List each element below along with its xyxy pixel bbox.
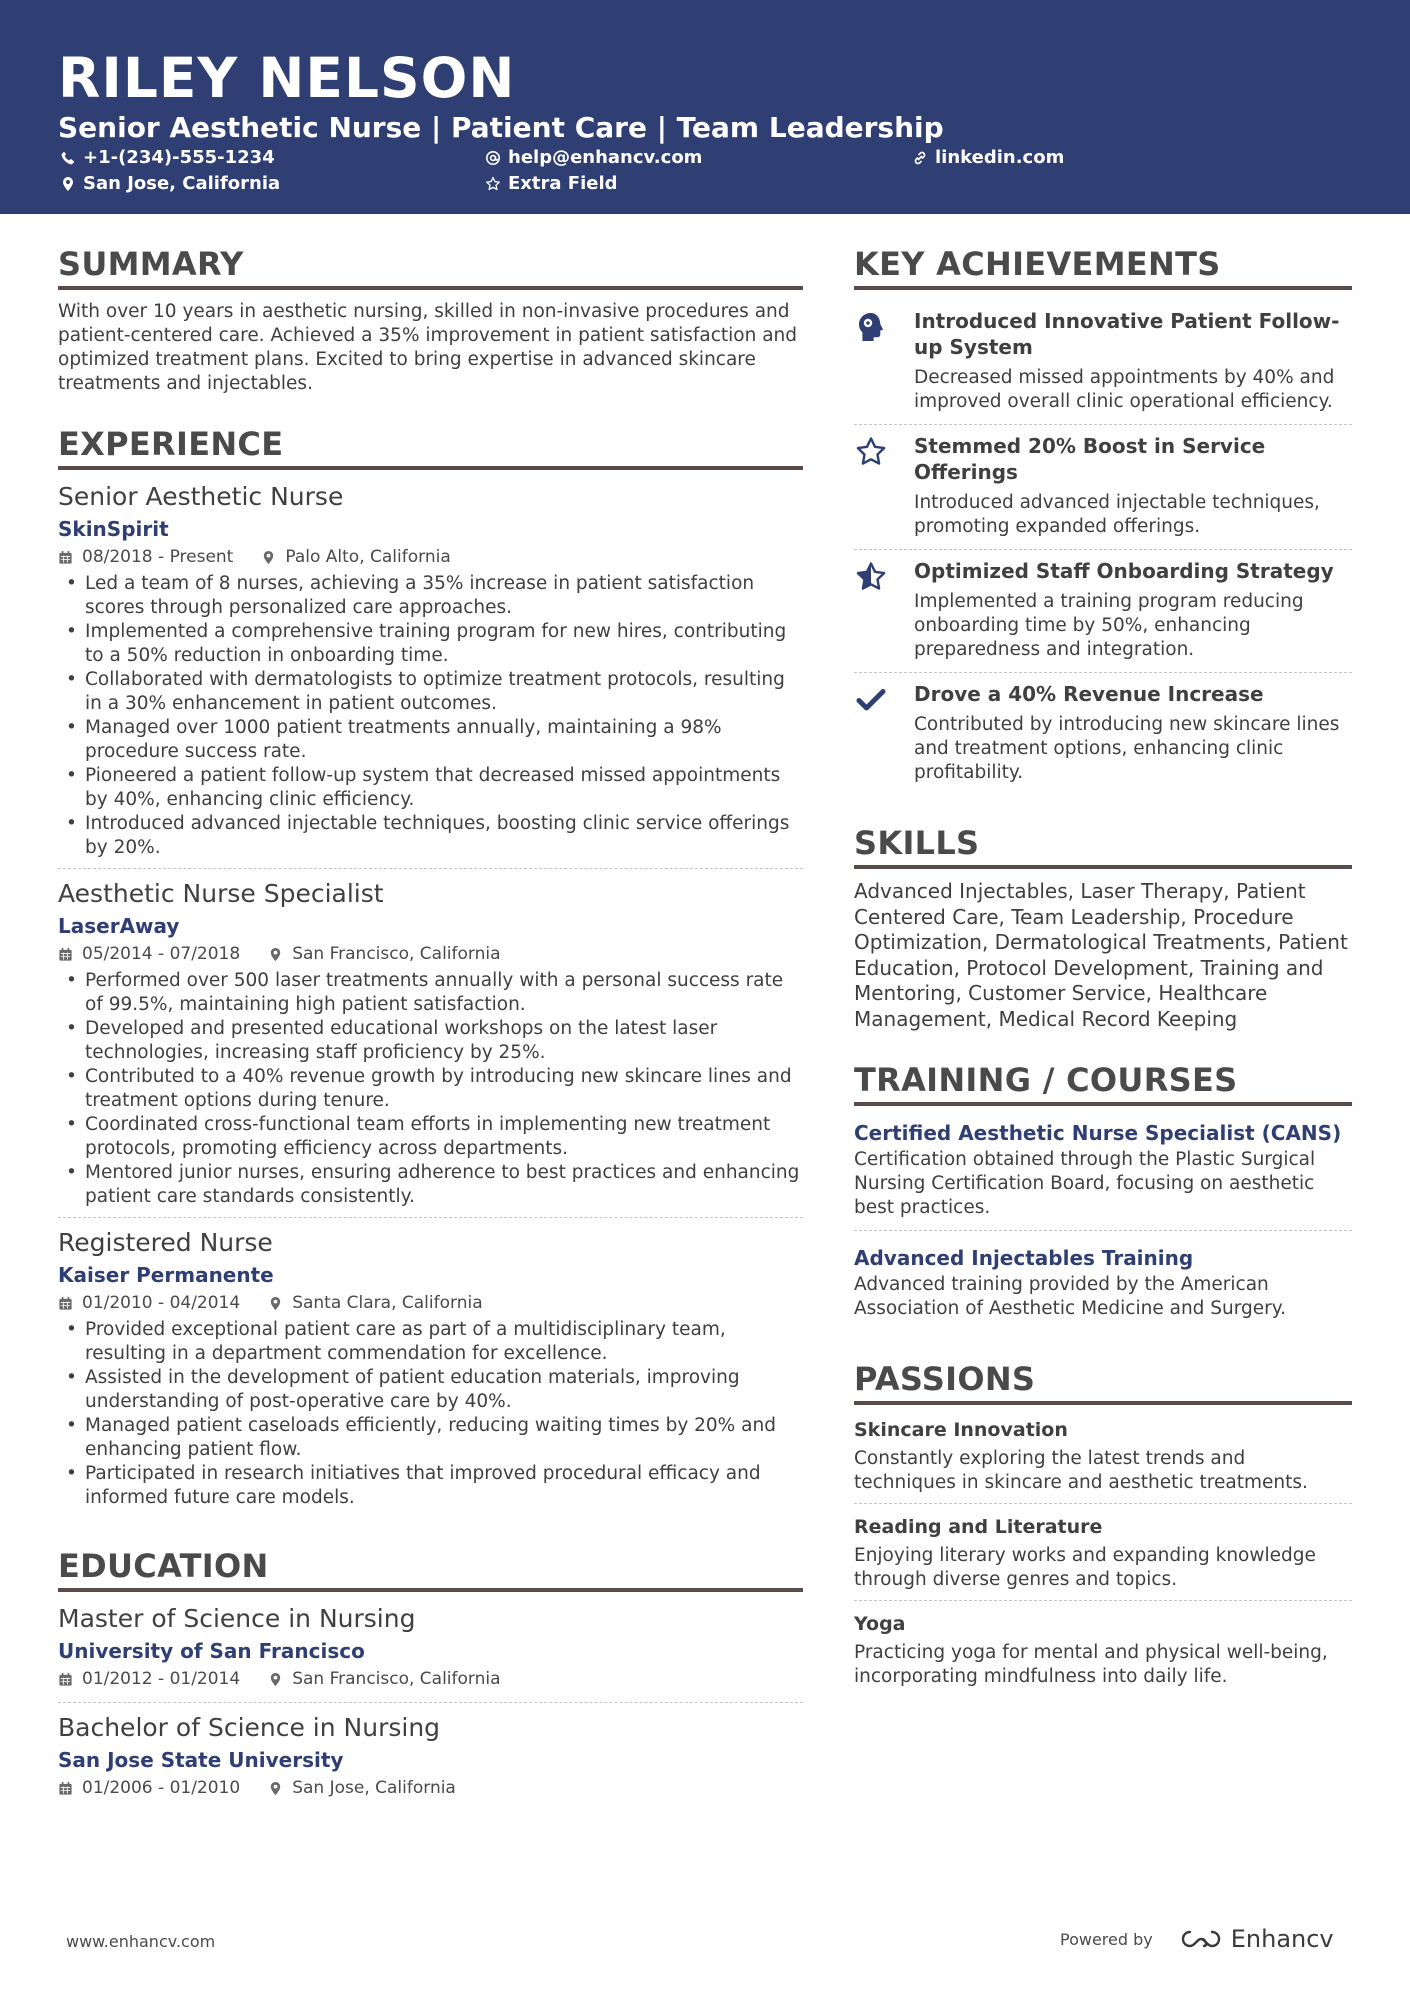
passion-title: Yoga	[854, 1613, 906, 1635]
list-item: • Performed over 500 laser treatments annually with a personal success rate of 99.5%, maintaining high patient satisfaction.	[58, 969, 803, 1017]
contact-extra	[485, 172, 618, 196]
skills-text: Advanced Injectables, Laser Therapy, Patient Centered Care, Team Leadership, Procedure Optimization, Dermatological Treatments, Patient Education, Protocol Development, Training and Mentoring, Customer Service, Healthcare Management, Medical Record Keeping	[854, 879, 1348, 1031]
job-bullets	[58, 1318, 803, 1510]
training-section	[854, 1060, 1352, 1331]
star-outline-icon	[854, 435, 888, 469]
achievement-title: Drove a 40% Revenue Increase	[914, 682, 1264, 706]
list-item: • Managed patient caseloads efficiently, reducing waiting times by 20% and enhancing patient flow.	[58, 1414, 803, 1462]
achievement-title: Optimized Staff Onboarding Strategy	[914, 559, 1334, 583]
achievement-title: Stemmed 20% Boost in Service Offerings	[914, 434, 1266, 484]
job-dates: 01/2010 - 04/2014	[82, 1293, 241, 1313]
location-pin-icon	[268, 947, 283, 962]
at-icon	[485, 150, 501, 166]
summary-section	[58, 244, 803, 396]
achievement-item	[854, 673, 1352, 795]
education-entry	[58, 1602, 803, 1703]
list-item: • Coordinated cross-functional team efforts in implementing new treatment protocols, promoting efficiency across departments.	[58, 1113, 803, 1161]
list-item: • Participated in research initiatives that improved procedural efficacy and informed future care models.	[58, 1462, 803, 1510]
calendar-icon	[58, 1781, 73, 1796]
job-role: Senior Aesthetic Nurse	[58, 482, 344, 511]
candidate-title: Senior Aesthetic Nurse | Patient Care | Team Leadership	[58, 111, 944, 144]
location-pin-icon	[261, 550, 276, 565]
job-bullets	[58, 969, 803, 1209]
school: San Jose State University	[58, 1748, 344, 1772]
list-item: • Led a team of 8 nurses, achieving a 35% increase in patient satisfaction scores through personalized care approaches.	[58, 572, 803, 620]
calendar-icon	[58, 1296, 73, 1311]
job-company: LaserAway	[58, 914, 180, 938]
passion-item	[854, 1415, 1352, 1504]
job-company: Kaiser Permanente	[58, 1263, 274, 1287]
phone-icon	[60, 150, 76, 166]
job-dates: 05/2014 - 07/2018	[82, 944, 241, 964]
achievement-text: Introduced advanced injectable techniques, promoting expanded offerings.	[914, 492, 1320, 537]
passion-text: Constantly exploring the latest trends and techniques in skincare and aesthetic treatments.	[854, 1448, 1308, 1493]
list-item: • Pioneered a patient follow-up system that decreased missed appointments by 40%, enhancing clinic efficiency.	[58, 764, 803, 812]
summary-text: With over 10 years in aesthetic nursing, skilled in non-invasive procedures and patient-centered care. Achieved a 35% improvement in patient satisfaction and optimized treatment plans. Excited to bring expertise in advanced skincare treatments and injectables.	[58, 301, 798, 394]
candidate-name: RILEY NELSON	[58, 46, 516, 110]
passion-title: Skincare Innovation	[854, 1419, 1068, 1441]
education-location: San Jose, California	[292, 1778, 456, 1798]
degree: Bachelor of Science in Nursing	[58, 1713, 441, 1742]
experience-heading: EXPERIENCE	[58, 424, 803, 470]
powered-by-label: Powered by	[1060, 1929, 1153, 1949]
enhancv-logo-icon	[1177, 1926, 1225, 1952]
right-column	[854, 244, 1352, 1725]
star-icon	[485, 176, 501, 192]
list-item: • Managed over 1000 patient treatments annually, maintaining a 98% procedure success rate.	[58, 716, 803, 764]
course-item	[854, 1116, 1352, 1231]
footer-website[interactable]: www.enhancv.com	[66, 1932, 216, 1951]
calendar-icon	[58, 947, 73, 962]
location-pin-icon	[268, 1296, 283, 1311]
contact-location	[60, 172, 280, 196]
resume-header	[0, 0, 1410, 214]
email-text: help@enhancv.com	[508, 147, 703, 168]
check-icon	[854, 683, 888, 717]
skills-heading: SKILLS	[854, 823, 1352, 869]
location-pin-icon	[60, 176, 76, 192]
list-item: • Contributed to a 40% revenue growth by introducing new skincare lines and treatment options during tenure.	[58, 1065, 803, 1113]
job-location: Santa Clara, California	[292, 1293, 483, 1313]
calendar-icon	[58, 1672, 73, 1687]
job-bullets	[58, 572, 803, 860]
skills-section	[854, 823, 1352, 1032]
training-heading: TRAINING / COURSES	[854, 1060, 1352, 1106]
job-location: San Francisco, California	[292, 944, 501, 964]
location-pin-icon	[268, 1781, 283, 1796]
education-meta	[58, 1775, 803, 1801]
achievement-text: Implemented a training program reducing onboarding time by 50%, enhancing preparedness and integration.	[914, 591, 1304, 660]
job-dates: 08/2018 - Present	[82, 547, 234, 567]
job-entry	[58, 480, 803, 869]
achievement-text: Contributed by introducing new skincare lines and treatment options, enhancing clinic profitability.	[914, 714, 1340, 783]
brand-logo[interactable]	[1177, 1925, 1334, 1953]
passion-item	[854, 1609, 1352, 1697]
passion-item	[854, 1512, 1352, 1601]
course-text: Advanced training provided by the American Association of Aesthetic Medicine and Surgery.	[854, 1274, 1286, 1319]
education-dates: 01/2006 - 01/2010	[82, 1778, 241, 1798]
job-entry	[58, 877, 803, 1218]
contact-phone[interactable]	[60, 146, 275, 170]
contact-email[interactable]	[485, 146, 702, 170]
list-item: • Mentored junior nurses, ensuring adherence to best practices and enhancing patient care standards consistently.	[58, 1161, 803, 1209]
achievement-item	[854, 425, 1352, 550]
location-text: San Jose, California	[83, 173, 281, 194]
education-meta	[58, 1666, 803, 1692]
star-half-icon	[854, 560, 888, 594]
phone-text: +1-(234)-555-1234	[83, 147, 275, 168]
list-item: • Developed and presented educational workshops on the latest laser technologies, increasing staff proficiency by 25%.	[58, 1017, 803, 1065]
course-title: Certified Aesthetic Nurse Specialist (CANS)	[854, 1121, 1342, 1145]
passion-text: Enjoying literary works and expanding knowledge through diverse genres and topics.	[854, 1545, 1316, 1590]
list-item: • Assisted in the development of patient education materials, improving understanding of post-operative care by 40%.	[58, 1366, 803, 1414]
education-section	[58, 1546, 803, 1811]
job-company: SkinSpirit	[58, 517, 169, 541]
footer-branding	[1060, 1925, 1334, 1953]
education-heading: EDUCATION	[58, 1546, 803, 1592]
location-pin-icon	[268, 1672, 283, 1687]
list-item: • Implemented a comprehensive training program for new hires, contributing to a 50% reduction in onboarding time.	[58, 620, 803, 668]
linkedin-text: linkedin.com	[935, 147, 1065, 168]
achievement-text: Decreased missed appointments by 40% and improved overall clinic operational efficiency.	[914, 367, 1335, 412]
achievement-item	[854, 550, 1352, 673]
list-item: • Introduced advanced injectable techniques, boosting clinic service offerings by 20%.	[58, 812, 803, 860]
job-role: Registered Nurse	[58, 1228, 273, 1257]
course-text: Certification obtained through the Plastic Surgical Nursing Certification Board, focusing on aesthetic best practices.	[854, 1149, 1316, 1218]
passion-title: Reading and Literature	[854, 1516, 1103, 1538]
passions-heading: PASSIONS	[854, 1359, 1352, 1405]
education-dates: 01/2012 - 01/2014	[82, 1669, 241, 1689]
brand-name: Enhancv	[1230, 1925, 1334, 1953]
list-item: • Provided exceptional patient care as part of a multidisciplinary team, resulting in a department commendation for excellence.	[58, 1318, 803, 1366]
link-icon	[912, 150, 928, 166]
calendar-icon	[58, 550, 73, 565]
job-meta	[58, 941, 803, 967]
course-title: Advanced Injectables Training	[854, 1246, 1194, 1270]
summary-heading: SUMMARY	[58, 244, 803, 290]
job-meta	[58, 544, 803, 570]
achievements-section	[854, 244, 1352, 795]
head-icon	[854, 310, 888, 344]
contact-linkedin[interactable]	[912, 146, 1064, 170]
job-meta	[58, 1290, 803, 1316]
education-entry	[58, 1711, 803, 1811]
course-item	[854, 1241, 1352, 1331]
passions-section	[854, 1359, 1352, 1697]
school: University of San Francisco	[58, 1639, 365, 1663]
job-entry	[58, 1226, 803, 1518]
job-location: Palo Alto, California	[285, 547, 451, 567]
education-location: San Francisco, California	[292, 1669, 501, 1689]
list-item: • Collaborated with dermatologists to optimize treatment protocols, resulting in a 30% enhancement in patient outcomes.	[58, 668, 803, 716]
experience-section	[58, 424, 803, 1518]
passion-text: Practicing yoga for mental and physical well-being, incorporating mindfulness into daily life.	[854, 1642, 1328, 1687]
extra-field-text: Extra Field	[508, 173, 618, 194]
left-column	[58, 244, 803, 1839]
achievements-heading: KEY ACHIEVEMENTS	[854, 244, 1352, 290]
achievement-item	[854, 300, 1352, 425]
job-role: Aesthetic Nurse Specialist	[58, 879, 384, 908]
achievement-title: Introduced Innovative Patient Follow-up System	[914, 309, 1340, 359]
degree: Master of Science in Nursing	[58, 1604, 416, 1633]
